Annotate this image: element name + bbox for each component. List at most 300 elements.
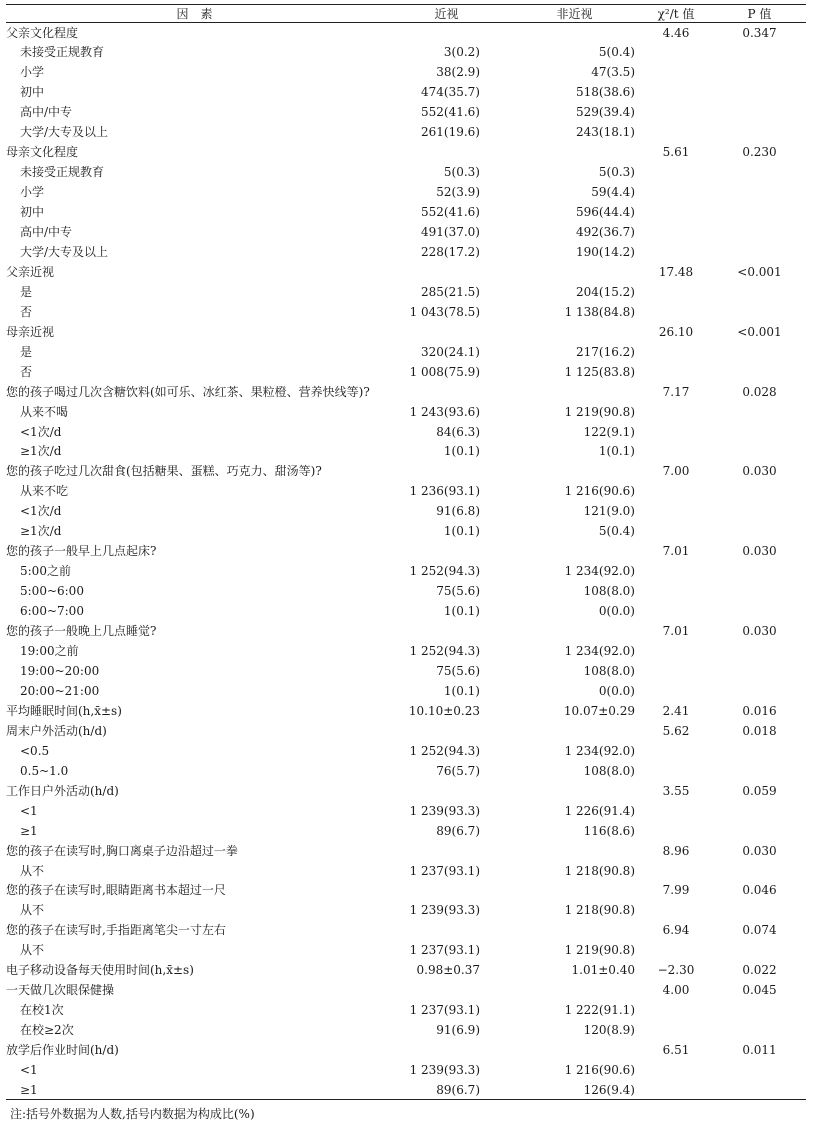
cell-p-value: 0.045	[742, 983, 777, 998]
cell-myopia: 1(0.1)	[443, 524, 480, 539]
cell-p-value	[713, 402, 806, 422]
cell-p-value	[713, 242, 806, 262]
cell-non-myopia: 1 125(83.8)	[564, 364, 635, 379]
cell-myopia	[383, 23, 510, 43]
cell-myopia: 91(6.9)	[436, 1023, 480, 1038]
row-label: 大学/大专及以上	[20, 244, 109, 259]
row-label: 19:00之前	[20, 644, 79, 659]
cell-p-value	[713, 82, 806, 102]
table-row	[6, 262, 806, 282]
row-label: 工作日户外活动(h/d)	[6, 783, 119, 798]
row-label: 母亲近视	[6, 324, 55, 339]
cell-non-myopia: 243(18.1)	[576, 125, 635, 140]
row-label: 在校1次	[20, 1003, 64, 1018]
cell-stat	[639, 1000, 713, 1020]
cell-myopia	[383, 920, 510, 940]
cell-stat	[639, 242, 713, 262]
cell-p-value	[713, 861, 806, 881]
cell-non-myopia: 59(4.4)	[591, 185, 635, 200]
cell-stat	[639, 601, 713, 621]
cell-non-myopia: 1 226(91.4)	[564, 803, 635, 818]
cell-stat: 6.51	[662, 1043, 690, 1058]
cell-non-myopia: 596(44.4)	[576, 205, 635, 220]
row-label: 放学后作业时间(h/d)	[6, 1043, 119, 1058]
cell-myopia: 5(0.3)	[443, 165, 480, 180]
cell-stat	[639, 940, 713, 960]
cell-p-value	[713, 182, 806, 202]
cell-non-myopia	[510, 23, 639, 43]
cell-p-value: 0.230	[742, 145, 777, 160]
header-non-myopia: 非近视	[510, 5, 639, 23]
cell-non-myopia: 1 218(90.8)	[564, 903, 635, 918]
cell-myopia: 491(37.0)	[421, 225, 480, 239]
cell-non-myopia: 204(15.2)	[576, 284, 635, 299]
row-label: 小学	[20, 185, 45, 200]
cell-stat: −2.30	[657, 963, 695, 978]
cell-p-value	[713, 162, 806, 182]
cell-stat	[639, 501, 713, 521]
row-label: 母亲文化程度	[6, 145, 79, 160]
cell-p-value	[713, 62, 806, 82]
row-label: 从来不吃	[20, 484, 69, 499]
cell-myopia: 1 237(93.1)	[409, 863, 480, 878]
cell-p-value: <0.001	[737, 264, 782, 279]
row-label: <1	[20, 803, 38, 818]
row-label: 小学	[20, 65, 45, 80]
cell-myopia: 261(19.6)	[421, 125, 480, 140]
table-row	[6, 521, 806, 541]
cell-non-myopia: 10.07±0.29	[563, 703, 635, 718]
cell-p-value: 0.030	[742, 464, 777, 479]
table-row	[6, 322, 806, 342]
table-row	[6, 1060, 806, 1080]
cell-p-value	[713, 1080, 806, 1100]
row-label: 未接受正规教育	[20, 165, 105, 180]
row-label: 您的孩子在读写时,手指距离笔尖一寸左右	[6, 923, 226, 938]
cell-non-myopia	[510, 262, 639, 282]
row-label: ≥1	[20, 823, 38, 838]
cell-myopia: 1 237(93.1)	[409, 943, 480, 958]
cell-myopia: 38(2.9)	[436, 65, 480, 80]
cell-stat: 2.41	[662, 703, 690, 718]
row-label: 5:00~6:00	[20, 584, 84, 599]
row-label: 周末户外活动(h/d)	[6, 723, 107, 738]
table-row	[6, 242, 806, 262]
row-label: 从来不喝	[20, 404, 69, 419]
cell-myopia: 552(41.6)	[421, 105, 480, 120]
table-header-row	[6, 5, 806, 23]
table-row	[6, 182, 806, 202]
cell-stat	[639, 162, 713, 182]
cell-myopia: 552(41.6)	[421, 205, 480, 220]
row-label: 初中	[20, 85, 45, 100]
table-row	[6, 900, 806, 920]
cell-myopia: 1 236(93.1)	[409, 484, 480, 499]
table-row	[6, 202, 806, 222]
table-row	[6, 402, 806, 422]
row-label: 父亲近视	[6, 264, 55, 279]
cell-p-value	[713, 601, 806, 621]
cell-myopia	[383, 880, 510, 900]
cell-non-myopia: 1 219(90.8)	[564, 943, 635, 958]
table-row	[6, 162, 806, 182]
row-label: 未接受正规教育	[20, 45, 105, 60]
cell-myopia: 84(6.3)	[436, 424, 480, 439]
cell-p-value	[713, 1020, 806, 1040]
table-row	[6, 821, 806, 841]
cell-p-value	[713, 481, 806, 501]
cell-p-value	[713, 362, 806, 382]
cell-myopia: 75(5.6)	[436, 663, 480, 678]
cell-non-myopia: 1(0.1)	[598, 444, 635, 459]
row-label: 父亲文化程度	[6, 25, 79, 40]
table-row	[6, 362, 806, 382]
cell-myopia: 89(6.7)	[383, 1080, 510, 1100]
cell-stat: 8.96	[662, 843, 690, 858]
row-label: 一天做几次眼保健操	[6, 983, 115, 998]
cell-p-value: 0.022	[742, 963, 777, 978]
cell-non-myopia: 108(8.0)	[583, 763, 635, 778]
cell-stat	[639, 761, 713, 781]
cell-p-value	[713, 282, 806, 302]
data-table	[6, 4, 806, 1100]
cell-myopia: 1(0.1)	[443, 444, 480, 459]
row-label: 从不	[20, 863, 45, 878]
cell-myopia	[383, 322, 510, 342]
cell-non-myopia	[510, 322, 639, 342]
cell-myopia: 10.10±0.23	[408, 703, 480, 718]
row-label: ≥1次/d	[20, 524, 62, 539]
cell-myopia: 1(0.1)	[443, 604, 480, 619]
cell-stat	[639, 122, 713, 142]
row-label: 5:00之前	[20, 564, 71, 579]
cell-p-value	[713, 801, 806, 821]
cell-stat	[639, 481, 713, 501]
cell-p-value	[713, 521, 806, 541]
cell-p-value	[713, 940, 806, 960]
table-row	[6, 980, 806, 1000]
cell-non-myopia: 108(8.0)	[583, 584, 635, 599]
row-label: 否	[20, 364, 33, 379]
row-label: 从不	[20, 943, 45, 958]
row-label: 大学/大专及以上	[20, 125, 109, 140]
cell-myopia	[383, 142, 510, 162]
cell-myopia	[383, 262, 510, 282]
cell-p-value	[713, 761, 806, 781]
cell-p-value	[713, 202, 806, 222]
table-row	[6, 382, 806, 402]
cell-non-myopia: 0(0.0)	[598, 683, 635, 698]
cell-p-value	[713, 821, 806, 841]
cell-myopia: 91(6.8)	[436, 504, 480, 519]
cell-stat	[639, 402, 713, 422]
table-row	[6, 581, 806, 601]
table-row	[6, 442, 806, 462]
cell-myopia	[383, 541, 510, 561]
cell-stat: 5.62	[662, 723, 690, 738]
cell-p-value	[713, 42, 806, 62]
table-row	[6, 920, 806, 940]
cell-stat	[639, 1060, 713, 1080]
cell-stat: 7.17	[662, 384, 690, 399]
cell-p-value	[713, 302, 806, 322]
table-row	[6, 1080, 806, 1100]
cell-myopia	[383, 621, 510, 641]
cell-non-myopia: 126(9.4)	[510, 1080, 639, 1100]
cell-p-value	[713, 1000, 806, 1020]
header-myopia: 近视	[383, 5, 510, 23]
cell-p-value: 0.030	[742, 624, 777, 639]
row-label: <1次/d	[20, 504, 62, 519]
cell-non-myopia: 5(0.3)	[598, 165, 635, 180]
cell-non-myopia: 116(8.6)	[583, 823, 635, 838]
cell-non-myopia: 1 234(92.0)	[564, 743, 635, 758]
cell-myopia	[383, 382, 510, 402]
row-label: <1	[20, 1063, 38, 1078]
cell-non-myopia: 5(0.4)	[598, 524, 635, 539]
row-label: 在校≥2次	[20, 1023, 74, 1038]
cell-non-myopia: 121(9.0)	[583, 504, 635, 519]
cell-stat: 7.00	[662, 464, 690, 479]
row-label: 高中/中专	[20, 105, 73, 120]
cell-non-myopia: 1.01±0.40	[571, 963, 635, 978]
row-label: 20:00~21:00	[20, 683, 100, 698]
cell-stat: 5.61	[662, 145, 690, 160]
table-row	[6, 960, 806, 980]
cell-myopia	[383, 841, 510, 861]
cell-non-myopia: 217(16.2)	[576, 344, 635, 359]
row-label: 0.5~1.0	[20, 763, 69, 778]
cell-p-value: <0.001	[737, 324, 782, 339]
row-label: 您的孩子一般晚上几点睡觉?	[6, 624, 157, 639]
cell-p-value	[713, 442, 806, 462]
cell-stat	[639, 102, 713, 122]
cell-myopia: 1 239(93.3)	[409, 903, 480, 918]
cell-p-value: 0.016	[742, 703, 777, 718]
table-row	[6, 841, 806, 861]
cell-stat: 7.01	[662, 544, 690, 559]
header-factor: 因 素	[6, 5, 383, 23]
cell-p-value	[713, 501, 806, 521]
cell-p-value	[713, 681, 806, 701]
cell-myopia: 1 252(94.3)	[409, 644, 480, 659]
cell-p-value	[713, 661, 806, 681]
table-row	[6, 801, 806, 821]
cell-stat	[639, 342, 713, 362]
cell-stat: 7.01	[662, 624, 690, 639]
table-row	[6, 641, 806, 661]
table-row	[6, 501, 806, 521]
row-label: 高中/中专	[20, 225, 73, 239]
cell-myopia: 1 252(94.3)	[409, 743, 480, 758]
row-label: 6:00~7:00	[20, 604, 84, 619]
cell-non-myopia	[510, 461, 639, 481]
table-row	[6, 82, 806, 102]
cell-p-value	[713, 122, 806, 142]
cell-p-value	[713, 741, 806, 761]
cell-stat	[639, 222, 713, 242]
cell-non-myopia: 122(9.1)	[583, 424, 635, 439]
cell-myopia: 1 043(78.5)	[409, 304, 480, 319]
cell-non-myopia	[510, 841, 639, 861]
cell-p-value: 0.018	[742, 723, 777, 738]
header-p-value: P 值	[713, 5, 806, 23]
cell-stat	[639, 442, 713, 462]
cell-myopia	[383, 721, 510, 741]
row-label: ≥1次/d	[20, 444, 62, 459]
cell-stat	[639, 521, 713, 541]
cell-p-value: 0.011	[742, 1043, 777, 1058]
cell-non-myopia: 529(39.4)	[576, 105, 635, 120]
table-row	[6, 721, 806, 741]
row-label: 从不	[20, 903, 45, 918]
cell-p-value	[713, 342, 806, 362]
cell-myopia: 75(5.6)	[436, 584, 480, 599]
cell-myopia: 474(35.7)	[421, 85, 480, 100]
cell-p-value: 0.347	[742, 25, 777, 40]
cell-stat: 26.10	[658, 324, 694, 339]
cell-p-value	[713, 900, 806, 920]
cell-stat	[639, 1080, 713, 1100]
cell-non-myopia	[510, 781, 639, 801]
cell-non-myopia: 518(38.6)	[576, 85, 635, 100]
table-row	[6, 62, 806, 82]
cell-myopia	[383, 1040, 510, 1060]
cell-stat	[639, 422, 713, 442]
cell-stat	[639, 302, 713, 322]
cell-p-value	[713, 102, 806, 122]
row-label: 电子移动设备每天使用时间(h,x̄±s)	[6, 963, 194, 978]
cell-myopia: 1 237(93.1)	[409, 1003, 480, 1018]
table-row	[6, 481, 806, 501]
table-row	[6, 861, 806, 881]
table-row	[6, 222, 806, 242]
cell-p-value: 0.059	[742, 783, 777, 798]
cell-p-value	[713, 422, 806, 442]
cell-myopia: 285(21.5)	[421, 284, 480, 299]
row-label: 您的孩子在读写时,眼睛距离书本超过一尺	[6, 883, 226, 898]
cell-non-myopia: 1 222(91.1)	[564, 1003, 635, 1018]
cell-non-myopia: 492(36.7)	[576, 225, 635, 239]
cell-non-myopia	[510, 920, 639, 940]
cell-non-myopia: 1 219(90.8)	[564, 404, 635, 419]
row-label: 否	[20, 304, 33, 319]
cell-stat	[639, 581, 713, 601]
cell-stat	[639, 182, 713, 202]
cell-stat: 4.46	[662, 25, 690, 40]
cell-non-myopia: 1 234(92.0)	[564, 644, 635, 659]
cell-myopia: 76(5.7)	[436, 763, 480, 778]
cell-non-myopia: 1 138(84.8)	[564, 304, 635, 319]
cell-stat: 3.55	[662, 783, 690, 798]
table-row	[6, 102, 806, 122]
cell-p-value	[713, 581, 806, 601]
cell-non-myopia	[510, 721, 639, 741]
cell-p-value: 0.046	[742, 883, 777, 898]
table-row	[6, 701, 806, 721]
table-row	[6, 880, 806, 900]
cell-myopia: 1 008(75.9)	[409, 364, 480, 379]
cell-non-myopia: 108(8.0)	[583, 663, 635, 678]
cell-stat	[639, 641, 713, 661]
cell-myopia: 52(3.9)	[436, 185, 480, 200]
cell-p-value	[713, 1060, 806, 1080]
cell-myopia: 89(6.7)	[436, 823, 480, 838]
cell-non-myopia: 47(3.5)	[591, 65, 635, 80]
table-row	[6, 781, 806, 801]
cell-non-myopia	[510, 880, 639, 900]
cell-myopia	[383, 980, 510, 1000]
cell-p-value	[713, 641, 806, 661]
cell-non-myopia: 1 218(90.8)	[564, 863, 635, 878]
cell-p-value: 0.028	[742, 384, 777, 399]
row-label: 19:00~20:00	[20, 663, 100, 678]
cell-stat	[639, 661, 713, 681]
cell-non-myopia: 1 234(92.0)	[564, 564, 635, 579]
cell-myopia	[383, 461, 510, 481]
cell-stat: 7.99	[662, 883, 690, 898]
cell-myopia: 1 243(93.6)	[409, 404, 480, 419]
cell-p-value: 0.030	[742, 843, 777, 858]
table-row	[6, 142, 806, 162]
cell-myopia: 1(0.1)	[443, 683, 480, 698]
cell-stat	[639, 42, 713, 62]
row-label: ≥1	[6, 1080, 383, 1100]
cell-non-myopia	[510, 382, 639, 402]
cell-stat	[639, 362, 713, 382]
cell-stat	[639, 900, 713, 920]
cell-non-myopia: 5(0.4)	[598, 45, 635, 60]
row-label: 平均睡眠时间(h,x̄±s)	[6, 703, 122, 718]
table-row	[6, 661, 806, 681]
row-label: 您的孩子在读写时,胸口离桌子边沿超过一拳	[6, 843, 238, 858]
table-row	[6, 1020, 806, 1040]
header-stat: χ²/t 值	[639, 5, 713, 23]
cell-myopia: 1 252(94.3)	[409, 564, 480, 579]
cell-p-value: 0.030	[742, 544, 777, 559]
cell-myopia: 3(0.2)	[443, 45, 480, 60]
row-label: 您的孩子喝过几次含糖饮料(如可乐、冰红茶、果粒橙、营养快线等)?	[6, 384, 370, 399]
cell-non-myopia: 190(14.2)	[576, 244, 635, 259]
cell-p-value: 0.074	[742, 923, 777, 938]
cell-non-myopia: 0(0.0)	[598, 604, 635, 619]
cell-stat	[639, 62, 713, 82]
cell-non-myopia	[510, 1040, 639, 1060]
cell-non-myopia	[510, 541, 639, 561]
cell-stat	[639, 861, 713, 881]
table-row	[6, 1040, 806, 1060]
table-row	[6, 940, 806, 960]
cell-stat	[639, 282, 713, 302]
cell-non-myopia	[510, 142, 639, 162]
cell-non-myopia: 120(8.9)	[583, 1023, 635, 1038]
table-row	[6, 541, 806, 561]
cell-stat	[639, 741, 713, 761]
cell-myopia: 0.98±0.37	[416, 963, 480, 978]
cell-stat: 17.48	[658, 264, 694, 279]
table-row	[6, 122, 806, 142]
table-row	[6, 761, 806, 781]
cell-stat	[639, 561, 713, 581]
table-body	[6, 23, 806, 1100]
cell-non-myopia: 1 216(90.6)	[564, 484, 635, 499]
table-footnote: 注:括号外数据为人数,括号内数据为构成比(%)	[10, 1107, 255, 1121]
table-row	[6, 422, 806, 442]
cell-stat	[639, 1020, 713, 1040]
cell-p-value	[713, 561, 806, 581]
cell-myopia: 228(17.2)	[421, 244, 480, 259]
cell-non-myopia	[510, 980, 639, 1000]
